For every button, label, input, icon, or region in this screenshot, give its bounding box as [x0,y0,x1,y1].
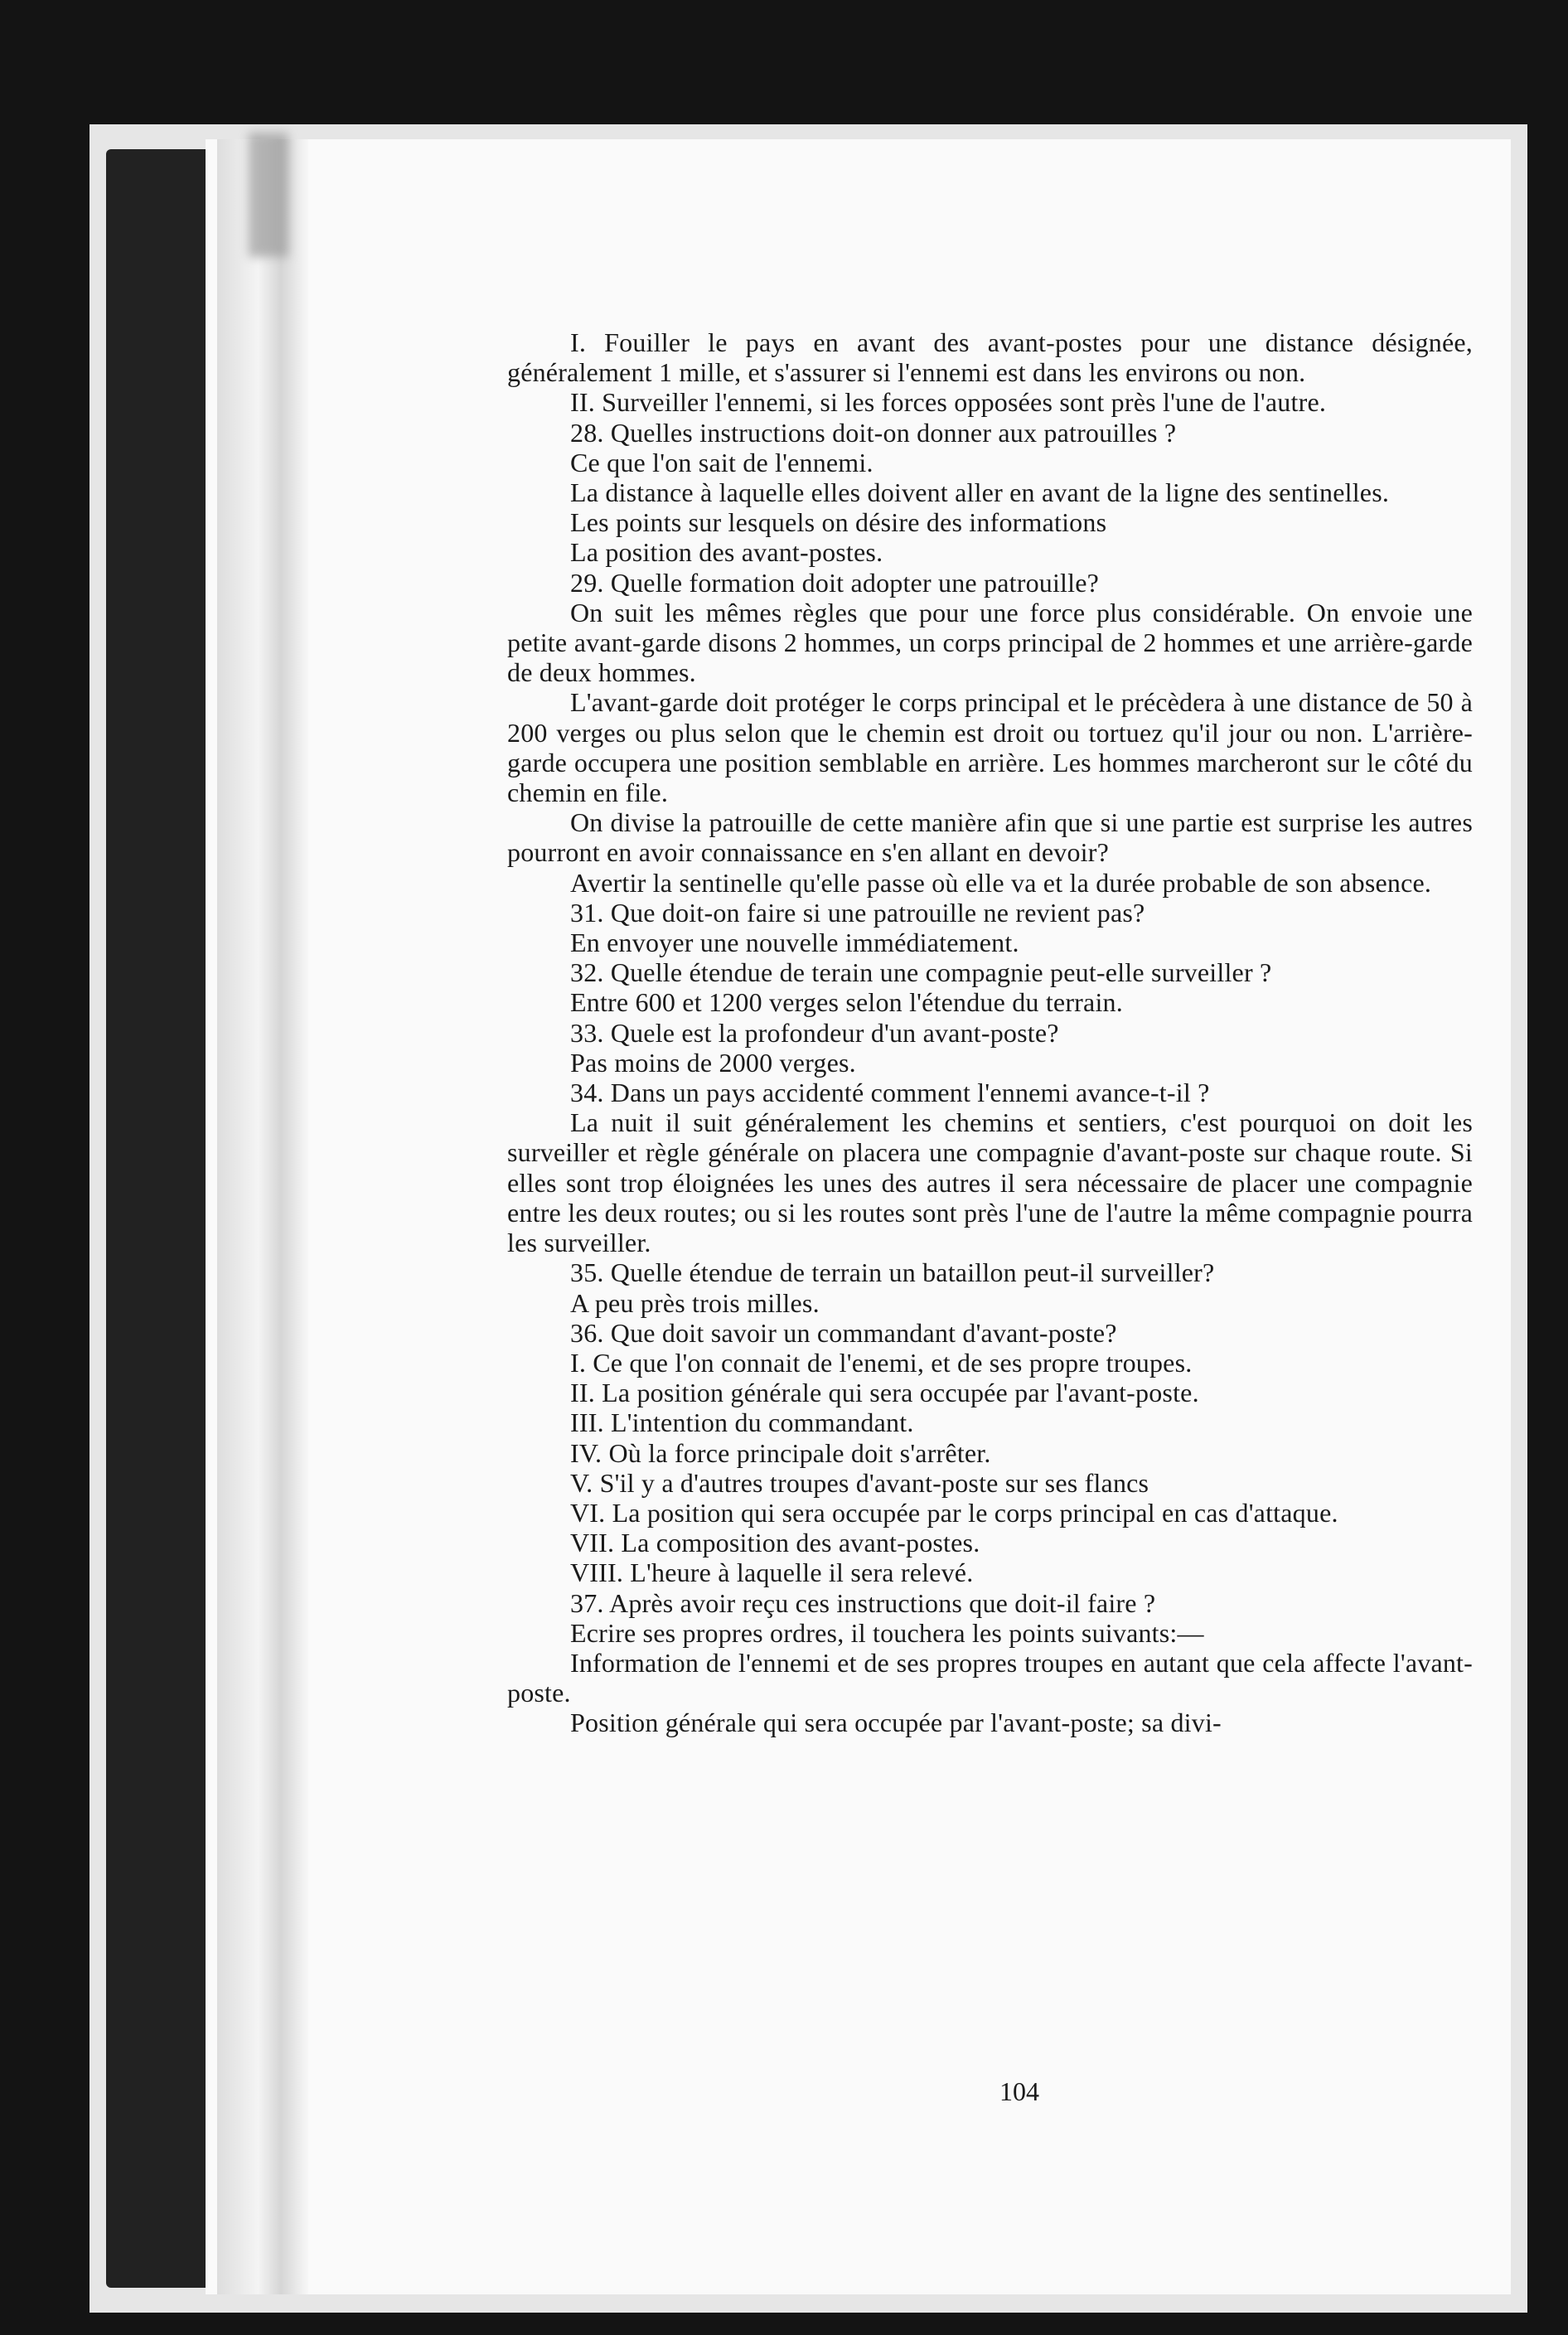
paragraph: 32. Quelle étendue de terain une compagnie peut-elle surveiller ? [570,957,1272,988]
paragraph: 36. Que doit savoir un commandant d'avant-poste? [570,1317,1117,1348]
paragraph: VI. La position qui sera occupée par le corps principal en cas d'attaque. [570,1497,1338,1528]
paragraph: La nuit il suit généralement les chemins et sentiers, c'est pourquoi on doit les surveiller et règle générale on placera une compagnie d'avant-poste sur chaque route. Si elles sont trop éloignées les unes des autres il sera nécessaire de placer une compagnie entre les deux routes; ou si les routes sont près l'une de l'autre la même compagnie pourra les surveiller. [507,1107,1473,1258]
paragraph: La position des avant-postes. [570,537,883,568]
paragraph: Ecrire ses propres ordres, il touchera les points suivants:— [570,1617,1204,1648]
paragraph: Position générale qui sera occupée par l'avant-poste; sa divi- [570,1708,1222,1738]
paragraph: Ce que l'on sait de l'ennemi. [570,447,874,477]
paragraph: 35. Quelle étendue de terrain un bataillon peut-il surveiller? [570,1257,1215,1288]
paragraph: I. Fouiller le pays en avant des avant-postes pour une distance désignée, généralement 1 mille, et s'assurer si l'ennemi est dans les environs ou non. [507,327,1473,388]
paragraph: 31. Que doit-on faire si une patrouille ne revient pas? [570,897,1145,928]
paragraph: Pas moins de 2000 verges. [570,1047,856,1078]
paragraph: Avertir la sentinelle qu'elle passe où elle va et la durée probable de son absence. [570,867,1432,898]
paragraph: VII. La composition des avant-postes. [570,1528,980,1558]
paragraph: 34. Dans un pays accidenté comment l'ennemi avance-t-il ? [570,1078,1210,1108]
paragraph: On suit les mêmes règles que pour une force plus considérable. On envoie une petite avant-garde disons 2 hommes, un corps principal de 2 hommes et une arrière-garde de deux hommes. [507,597,1473,688]
paragraph: On divise la patrouille de cette manière afin que si une partie est surprise les autres pourront en avoir connaissance en s'en allant en devoir? [507,807,1473,868]
paragraph: A peu près trois milles. [570,1287,820,1318]
paragraph: 28. Quelles instructions doit-on donner aux patrouilles ? [570,417,1177,448]
paragraph: L'avant-garde doit protéger le corps principal et le précèdera à une distance de 50 à 200 verges ou plus selon que le chemin est droit ou tortuez qu'il jour ou non. L'arrière-garde occupera une position semblable en arrière. Les hommes marcheront sur le côté du chemin en file. [507,687,1473,808]
paragraph: III. L'intention du commandant. [570,1407,914,1438]
paragraph: IV. Où la force principale doit s'arrêter. [570,1437,991,1468]
paragraph: II. La position générale qui sera occupée par l'avant-poste. [570,1378,1199,1408]
paragraph: Les points sur lesquels on désire des informations [570,507,1107,538]
body-text [507,327,1473,1738]
paragraph: La distance à laquelle elles doivent aller en avant de la ligne des sentinelles. [570,477,1390,508]
paragraph: 33. Quele est la profondeur d'un avant-poste? [570,1017,1059,1048]
book-spine-shadow [106,149,214,2288]
paragraph: Information de l'ennemi et de ses propres troupes en autant que cela affecte l'avant-poste. [507,1647,1473,1708]
page-number: 104 [999,2076,1039,2106]
paragraph: 29. Quelle formation doit adopter une patrouille? [570,567,1100,598]
page-gutter [217,139,308,2294]
paragraph: 37. Après avoir reçu ces instructions que doit-il faire ? [570,1587,1156,1618]
paragraph: I. Ce que l'on connait de l'enemi, et de ses propre troupes. [570,1347,1193,1378]
paragraph: V. S'il y a d'autres troupes d'avant-poste sur ses flancs [570,1467,1149,1498]
paragraph: II. Surveiller l'ennemi, si les forces opposées sont près l'une de l'autre. [570,387,1327,418]
paragraph: Entre 600 et 1200 verges selon l'étendue du terrain. [570,987,1123,1018]
paragraph: En envoyer une nouvelle immédiatement. [570,928,1019,958]
paragraph: VIII. L'heure à laquelle il sera relevé. [570,1557,974,1588]
gutter-smudge [249,133,288,257]
